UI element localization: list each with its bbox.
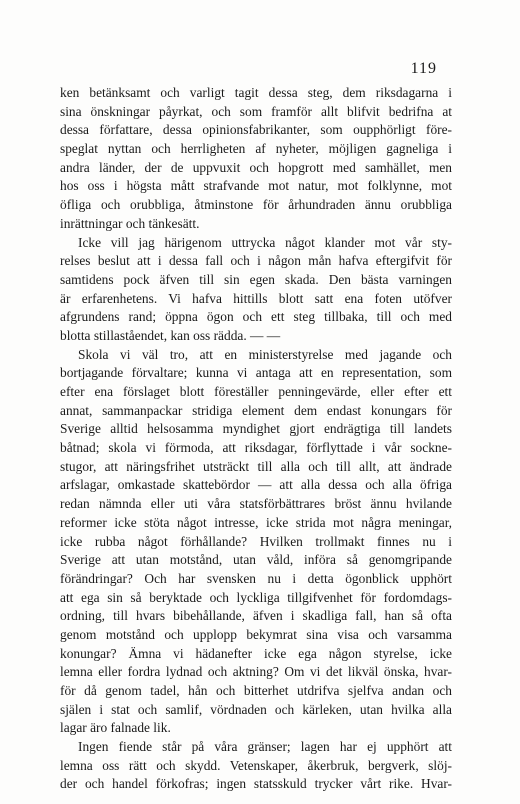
text-line: ken betänksamt och varligt tagit dessa steg, dem riksdagarna i (60, 85, 452, 100)
text-line: själen i stat och samlif, vördnaden och kärleken, utan hvilka alla (60, 701, 452, 717)
text-line: bortjagande förvaltare; kunna vi antaga att en representation, som (60, 365, 452, 381)
text-line: der och handel förkofras; ingen statsskuld trycker vårt rike. Hvar- (60, 776, 452, 792)
text-line: Skola vi väl tro, att en ministerstyrelse med jagande och (78, 346, 452, 362)
page-number: 119 (410, 60, 437, 77)
text-line: hos oss i högsta mått strafvande mot natur, mot folklynne, mot (60, 178, 452, 194)
text-line: är erfarenhetens. Vi hafva hittills blott satt ena foten utöfver (60, 290, 452, 306)
text-line: förändringar? Och har svensken nu i detta ögonblick upphört (60, 570, 452, 586)
text-line: afgrundens rand; öppna ögon och ett steg tillbaka, till och med (60, 309, 452, 325)
text-line: inrättningar och tänkesätt. (60, 215, 200, 231)
text-line: lemna eller fordra lydnad och aktning? Om vi det likväl önska, hvar- (60, 664, 452, 680)
text-line: konungar? Ämna vi hädanefter icke ega någon styrelse, icke (60, 645, 452, 661)
text-line: reformer icke stöta något intresse, icke strida mot några meningar, (60, 514, 452, 530)
text-line: lemna oss rätt och skydd. Vetenskaper, åkerbruk, bergverk, slöj- (60, 757, 452, 773)
text-line: båtnad; skola vi förmoda, att riksdagar, förflyttade i vår sockne- (60, 440, 452, 456)
text-line: ordning, till hvars bibehållande, äfven i skadliga fall, han så ofta (60, 608, 452, 624)
text-line: samtidens pock äfven till sin egen skada. Den bästa varningen (60, 271, 452, 287)
text-line: redan nämnda eller uti våra statsförbättrares bröst ännu hvilande (60, 496, 452, 512)
text-line: att ega sin så beryktade och lyckliga tillgifvenhet för fordomdags- (60, 589, 452, 605)
text-line: blotta stillaståendet, kan oss rädda. — — (60, 327, 281, 343)
text-line: Ingen fiende står på våra gränser; lagen har ej upphört att (78, 739, 452, 755)
text-line: för då genom tadel, hån och bitterhet utdrifva sjelfva andan och (60, 683, 452, 698)
text-line: annat, sammanpackar stridiga element dem endast konungars för (60, 402, 452, 418)
body-text (60, 84, 452, 794)
text-line: Sverige alltid helsosamma myndighet gjort endrägtiga till landets (60, 421, 452, 437)
text-line: öfliga och orubbliga, åtminstone för århundraden ännu orubbliga (60, 197, 452, 213)
text-line: stugor, att näringsfrihet utsträckt till alla och till allt, att ändrade (60, 458, 452, 474)
text-line: lagar äro falnade lik. (60, 720, 171, 736)
text-line: dessa författare, dessa opinionsfabrikanter, som oupphörligt före- (60, 122, 452, 138)
text-line: arfslagar, omkastade skattebördor — att alla dessa och alla öfriga (60, 477, 452, 493)
text-line: andra länder, der de uppvuxit och hopgrott med samhället, men (60, 159, 452, 175)
text-line: Icke vill jag härigenom uttrycka något klander mot vår sty- (78, 234, 452, 250)
text-line: efter ena förslaget blott föreställer penningevärde, eller efter ett (60, 384, 452, 399)
text-line: sina önskningar påyrkat, och som framför allt blifvit bedrifna at (60, 103, 452, 119)
text-line: relses beslut att i dessa fall och i någon mån hafva eftergifvit för (60, 253, 452, 269)
text-line: genom motstånd och upplopp bekymrat sina visa och varsamma (60, 626, 452, 642)
text-line: speglat nyttan och herrligheten af nyheter, möjligen gagneliga i (60, 141, 452, 157)
text-line: Sverige att utan motstånd, utan våld, införa så genomgripande (60, 552, 452, 568)
text-line: icke rubba något förhållande? Hvilken trollmakt finnes nu i (60, 533, 452, 549)
